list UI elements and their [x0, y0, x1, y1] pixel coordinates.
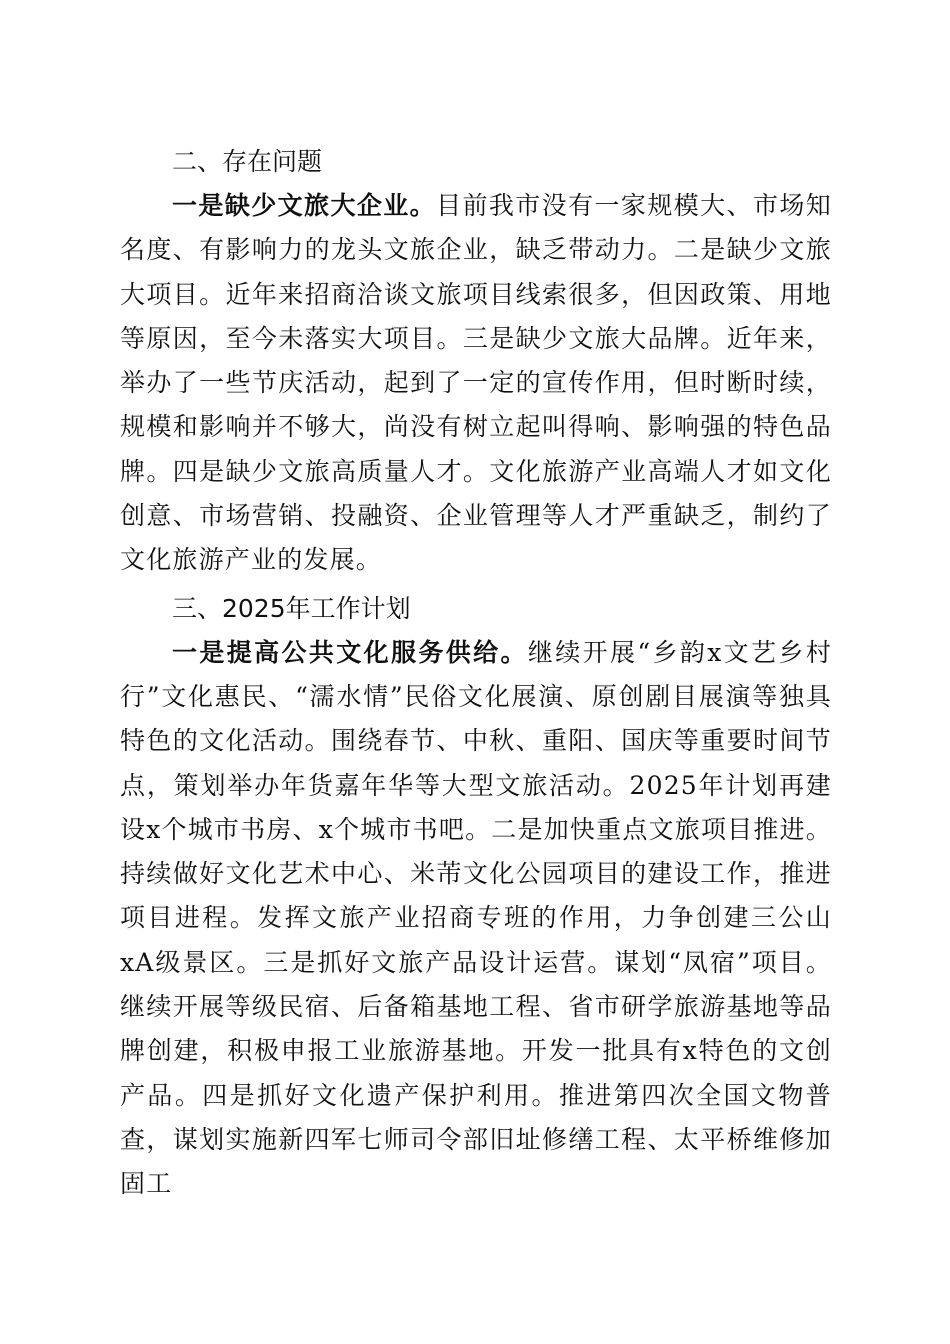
paragraph-work-plan: [120, 631, 832, 1207]
paragraph-problems: [120, 184, 832, 583]
section-heading-problems: 二、存在问题: [172, 147, 323, 176]
section-heading-work-plan: 三、2025年工作计划: [172, 593, 411, 623]
paragraph-lead: 一是提高公共文化服务供给。: [172, 637, 528, 667]
document-page: [120, 140, 832, 1207]
paragraph-body: 继续开展“乡韵x文艺乡村行”文化惠民、“濡水情”民俗文化展演、原创剧目展演等独具特色的文化活动。围绕春节、中秋、重阳、国庆等重要时间节点，策划举办年货嘉年华等大型文旅活动。2025年计划再建设x个城市书房、x个城市书吧。二是加快重点文旅项目推进。持续做好文化艺术中心、米芾文化公园项目的建设工作，推进项目进程。发挥文旅产业招商专班的作用，力争创建三公山xA级景区。三是抓好文旅产品设计运营。谋划“凤宿”项目。继续开展等级民宿、后备箱基地工程、省市研学旅游基地等品牌创建，积极申报工业旅游基地。开发一批具有x特色的文创产品。四是抓好文化遗产保护利用。推进第四次全国文物普查，谋划实施新四军七师司令部旧址修缮工程、太平桥维修加固工: [120, 637, 832, 1199]
paragraph-body: 目前我市没有一家规模大、市场知名度、有影响力的龙头文旅企业，缺乏带动力。二是缺少文旅大项目。近年来招商洽谈文旅项目线索很多，但因政策、用地等原因，至今未落实大项目。三是缺少文旅大品牌。近年来，举办了一些节庆活动，起到了一定的宣传作用，但时断时续，规模和影响并不够大，尚没有树立起叫得响、影响强的特色品牌。四是缺少文旅高质量人才。文化旅游产业高端人才如文化创意、市场营销、投融资、企业管理等人才严重缺乏，制约了文化旅游产业的发展。: [120, 191, 832, 575]
paragraph-lead: 一是缺少文旅大企业。: [172, 191, 437, 220]
